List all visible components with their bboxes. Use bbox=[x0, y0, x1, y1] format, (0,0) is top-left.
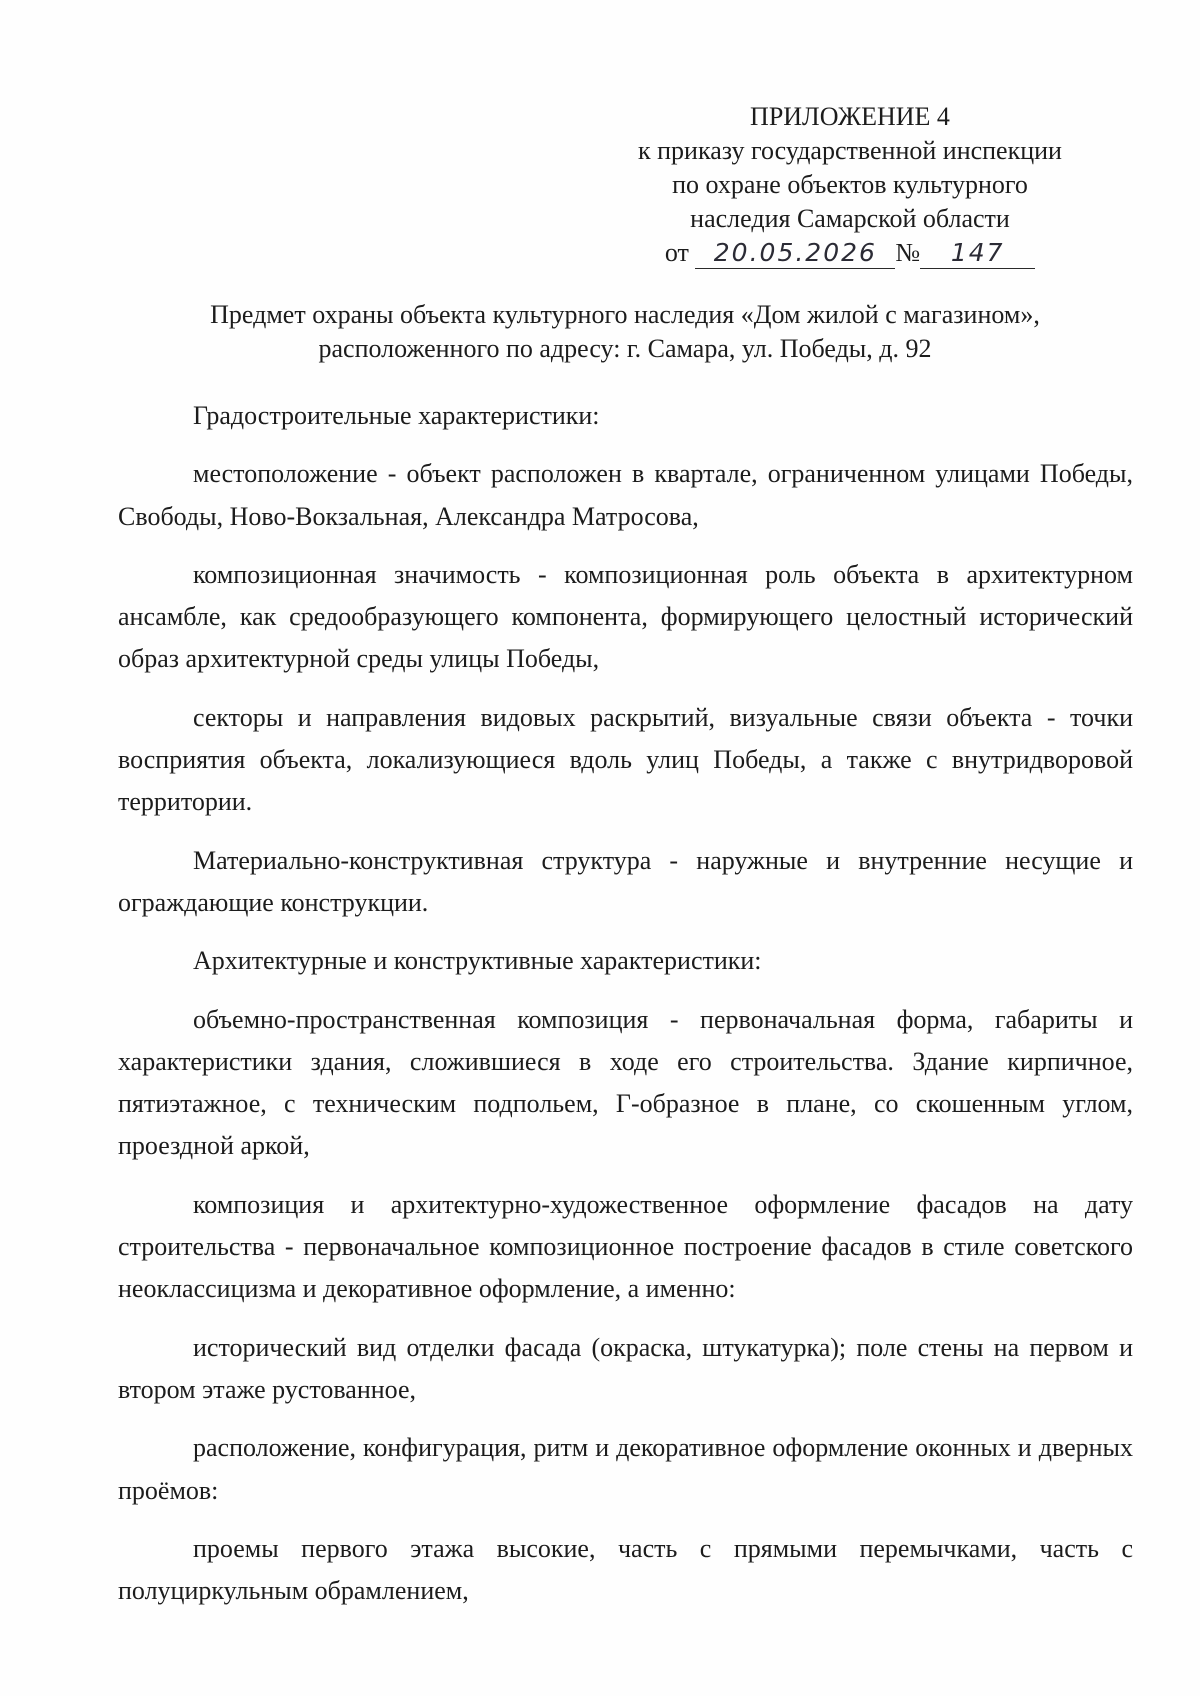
subject-line-1: Предмет охраны объекта культурного наследия «Дом жилой с магазином», bbox=[210, 300, 1040, 329]
document-body bbox=[118, 395, 1133, 1628]
paragraph-first-floor-openings: проемы первого этажа высокие, часть с прямыми перемычками, часть с полуциркульным обрамлением, bbox=[118, 1533, 1133, 1606]
paragraph-facade-composition: композиция и архитектурно-художественное оформление фасадов на дату строительства - первоначальное композиционное построение фасадов в стиле советского неоклассицизма и декоративное оформление, а именно: bbox=[118, 1189, 1133, 1304]
number-label: № bbox=[895, 238, 921, 267]
paragraph-material-structure: Материально-конструктивная структура - наружные и внутренние несущие и ограждающие конструкции. bbox=[118, 845, 1133, 917]
paragraph-view-sectors: секторы и направления видовых раскрытий, визуальные связи объекта - точки восприятия объекта, локализующиеся вдоль улиц Победы, а также с внутридворовой территории. bbox=[118, 702, 1133, 817]
paragraph-volume-composition: объемно-пространственная композиция - первоначальная форма, габариты и характеристики здания, сложившиеся в ходе его строительства. Здание кирпичное, пятиэтажное, с техническим подпольем, Г-образное в плане, со скошенным углом, проездной аркой, bbox=[118, 1004, 1133, 1161]
paragraph-compositional-significance: композиционная значимость - композиционная роль объекта в архитектурном ансамбле, как средообразующего компонента, формирующего целостный исторический образ архитектурной среды улицы Победы, bbox=[118, 559, 1133, 674]
paragraph-facade-finish: исторический вид отделки фасада (окраска, штукатурка); поле стены на первом и втором этаже рустованное, bbox=[118, 1332, 1133, 1404]
section-heading-architectural: Архитектурные и конструктивные характеристики: bbox=[193, 946, 762, 976]
appendix-order-line-3: наследия Самарской области bbox=[690, 204, 1010, 233]
appendix-title: ПРИЛОЖЕНИЕ 4 bbox=[750, 102, 950, 131]
document-subject bbox=[150, 298, 1100, 366]
appendix-header bbox=[590, 100, 1110, 270]
paragraph-openings: расположение, конфигурация, ритм и декоративное оформление оконных и дверных проёмов: bbox=[118, 1433, 1133, 1505]
handwritten-number: 147 bbox=[920, 238, 1035, 269]
subject-line-2: расположенного по адресу: г. Самара, ул. Победы, д. 92 bbox=[318, 334, 932, 363]
from-label: от bbox=[664, 238, 689, 267]
appendix-date-number-line bbox=[590, 236, 1110, 270]
handwritten-date: 20.05.2026 bbox=[695, 238, 895, 269]
section-heading-urban: Градостроительные характеристики: bbox=[193, 401, 600, 430]
appendix-order-line-2: по охране объектов культурного bbox=[672, 170, 1028, 199]
paragraph-location: местоположение - объект расположен в квартале, ограниченном улицами Победы, Свободы, Ново-Вокзальная, Александра Матросова, bbox=[118, 459, 1133, 531]
appendix-order-line-1: к приказу государственной инспекции bbox=[638, 136, 1062, 165]
